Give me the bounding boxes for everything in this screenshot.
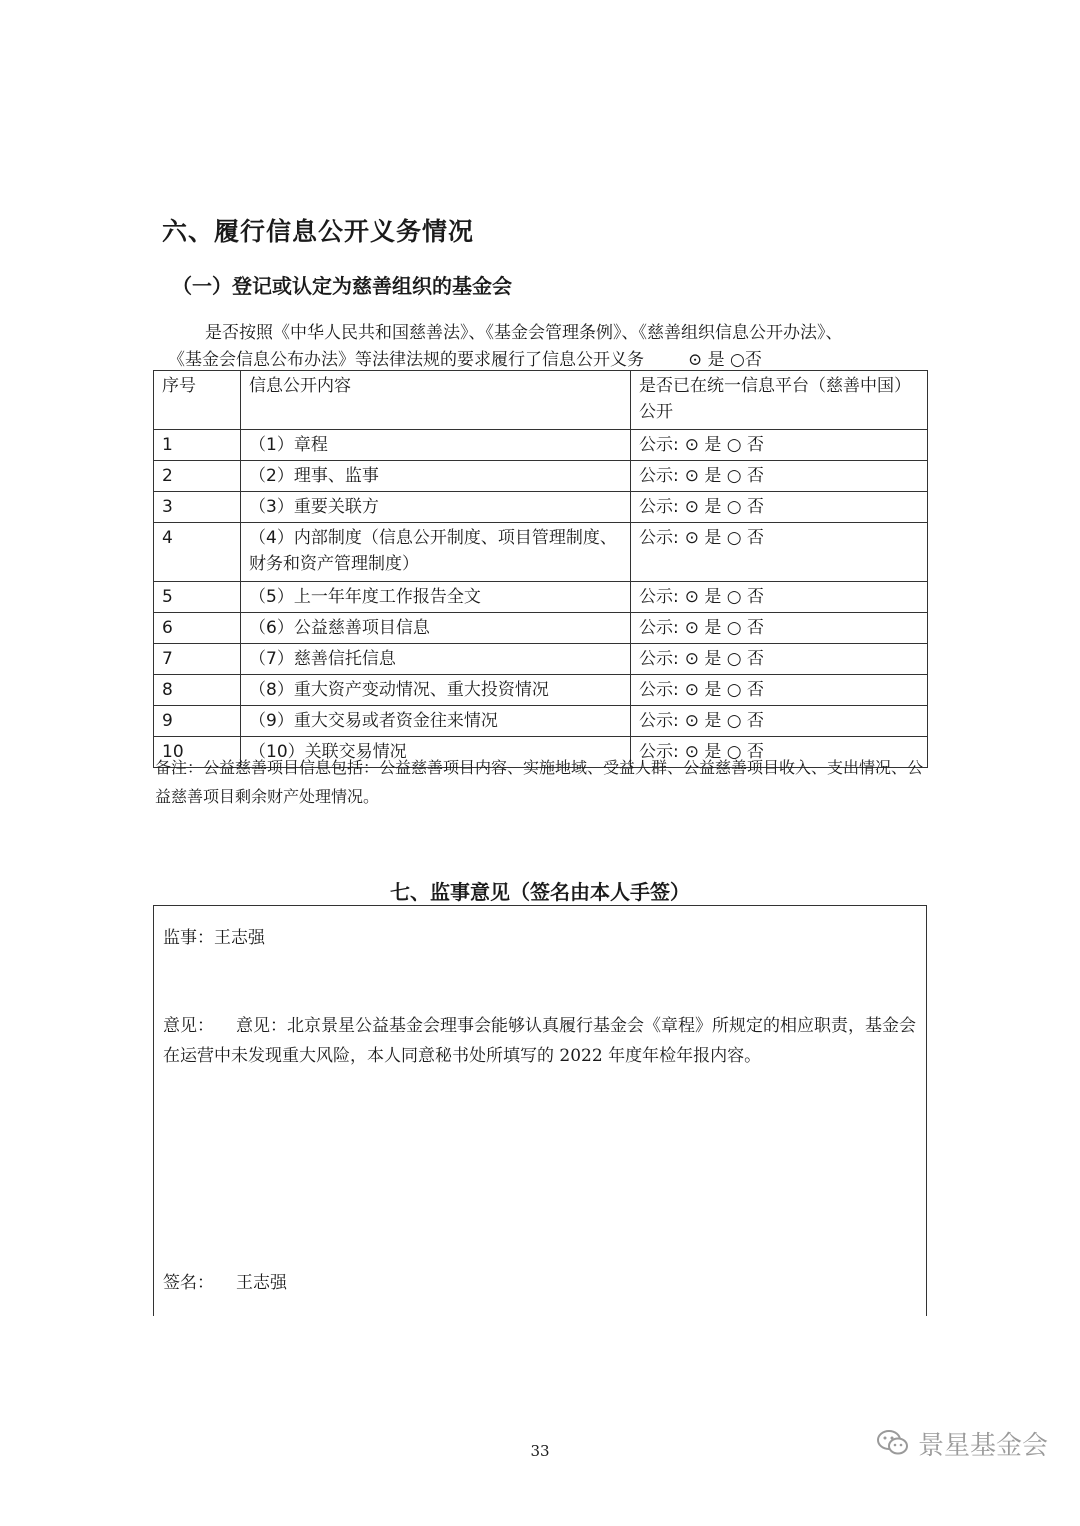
disclosure-table [153, 370, 928, 768]
row-public [631, 461, 928, 492]
row-item: （10）关联交易情况 [241, 737, 631, 768]
row-no: 9 [154, 706, 241, 737]
signature-line [163, 1268, 287, 1293]
supervisor-line [163, 923, 265, 948]
opinion-label: 意见： [163, 1016, 214, 1036]
public-label: 公示: [639, 680, 679, 700]
row-no: 2 [154, 461, 241, 492]
table-row [154, 430, 928, 461]
row-no: 6 [154, 613, 241, 644]
public-value: ⊙ 是 ○ 否 [684, 466, 765, 486]
table-row [154, 706, 928, 737]
table-row [154, 492, 928, 523]
row-public [631, 582, 928, 613]
opinion-text: 意见：北京景星公益基金会理事会能够认真履行基金会《章程》所规定的相应职责，基金会在运营中未发现重大风险，本人同意秘书处所填写的 2022 年度年检年报内容。 [163, 1016, 916, 1066]
row-no: 5 [154, 582, 241, 613]
public-label: 公示: [639, 587, 679, 607]
row-item: （1）章程 [241, 430, 631, 461]
public-value: ⊙ 是 ○ 否 [684, 680, 765, 700]
header-public: 是否已在统一信息平台（慈善中国）公开 [631, 371, 928, 430]
public-label: 公示: [639, 649, 679, 669]
table-row [154, 675, 928, 706]
table-row [154, 582, 928, 613]
table-row [154, 523, 928, 582]
row-item: （3）重要关联方 [241, 492, 631, 523]
public-label: 公示: [639, 466, 679, 486]
table-note: 备注：公益慈善项目信息包括：公益慈善项目内容、实施地域、受益人群、公益慈善项目收入、支出情况、公益慈善项目剩余财产处理情况。 [155, 758, 924, 806]
header-no: 序号 [154, 371, 241, 430]
row-public [631, 430, 928, 461]
row-public [631, 523, 928, 582]
supervisor-name: 王志强 [214, 928, 265, 948]
row-public [631, 492, 928, 523]
supervisor-label: 监事： [163, 928, 214, 948]
public-value: ⊙ 是 ○ 否 [684, 649, 765, 669]
row-item: （4）内部制度（信息公开制度、项目管理制度、财务和资产管理制度） [241, 523, 631, 582]
row-item: （8）重大资产变动情况、重大投资情况 [241, 675, 631, 706]
row-item: （5）上一年年度工作报告全文 [241, 582, 631, 613]
row-no: 4 [154, 523, 241, 582]
row-item: （6）公益慈善项目信息 [241, 613, 631, 644]
public-value: ⊙ 是 ○ 否 [684, 528, 765, 548]
sign-label: 签名： [163, 1273, 214, 1293]
intro-selection: ⊙ 是 ○否 [688, 350, 762, 370]
public-label: 公示: [639, 618, 679, 638]
row-public [631, 613, 928, 644]
row-item: （7）慈善信托信息 [241, 644, 631, 675]
intro-line-2 [168, 345, 762, 370]
opinion-paragraph [163, 1011, 918, 1071]
supervisor-opinion-box [153, 905, 927, 1316]
table-row [154, 644, 928, 675]
public-label: 公示: [639, 742, 679, 762]
row-public [631, 675, 928, 706]
public-label: 公示: [639, 435, 679, 455]
header-content: 信息公开内容 [241, 371, 631, 430]
row-no: 8 [154, 675, 241, 706]
row-no: 10 [154, 737, 241, 768]
row-no: 7 [154, 644, 241, 675]
table-row [154, 613, 928, 644]
public-value: ⊙ 是 ○ 否 [684, 711, 765, 731]
watermark-text: 景星基金会 [918, 1430, 1049, 1461]
wechat-icon [876, 1428, 910, 1458]
public-label: 公示: [639, 711, 679, 731]
row-public [631, 706, 928, 737]
section7-title: 七、监事意见（签名由本人手签） [390, 880, 690, 904]
row-public [631, 644, 928, 675]
sign-name: 王志强 [236, 1273, 287, 1293]
row-item: （9）重大交易或者资金往来情况 [241, 706, 631, 737]
public-value: ⊙ 是 ○ 否 [684, 618, 765, 638]
table-header-row [154, 371, 928, 430]
section6-title: 六、履行信息公开义务情况 [162, 217, 475, 246]
public-value: ⊙ 是 ○ 否 [684, 587, 765, 607]
intro-line-1: 是否按照《中华人民共和国慈善法》、《基金会管理条例》、《慈善组织信息公开办法》、 [205, 323, 843, 343]
public-value: ⊙ 是 ○ 否 [684, 742, 765, 762]
page-number: 33 [530, 1442, 550, 1460]
table-row [154, 461, 928, 492]
watermark [876, 1423, 1048, 1463]
row-item: （2）理事、监事 [241, 461, 631, 492]
public-value: ⊙ 是 ○ 否 [684, 435, 765, 455]
public-label: 公示: [639, 528, 679, 548]
public-label: 公示: [639, 497, 679, 517]
intro-line-2-text: 《基金会信息公布办法》等法律法规的要求履行了信息公开义务 [168, 350, 644, 370]
section6-subtitle: （一）登记或认定为慈善组织的基金会 [172, 274, 512, 298]
row-no: 3 [154, 492, 241, 523]
public-value: ⊙ 是 ○ 否 [684, 497, 765, 517]
row-no: 1 [154, 430, 241, 461]
